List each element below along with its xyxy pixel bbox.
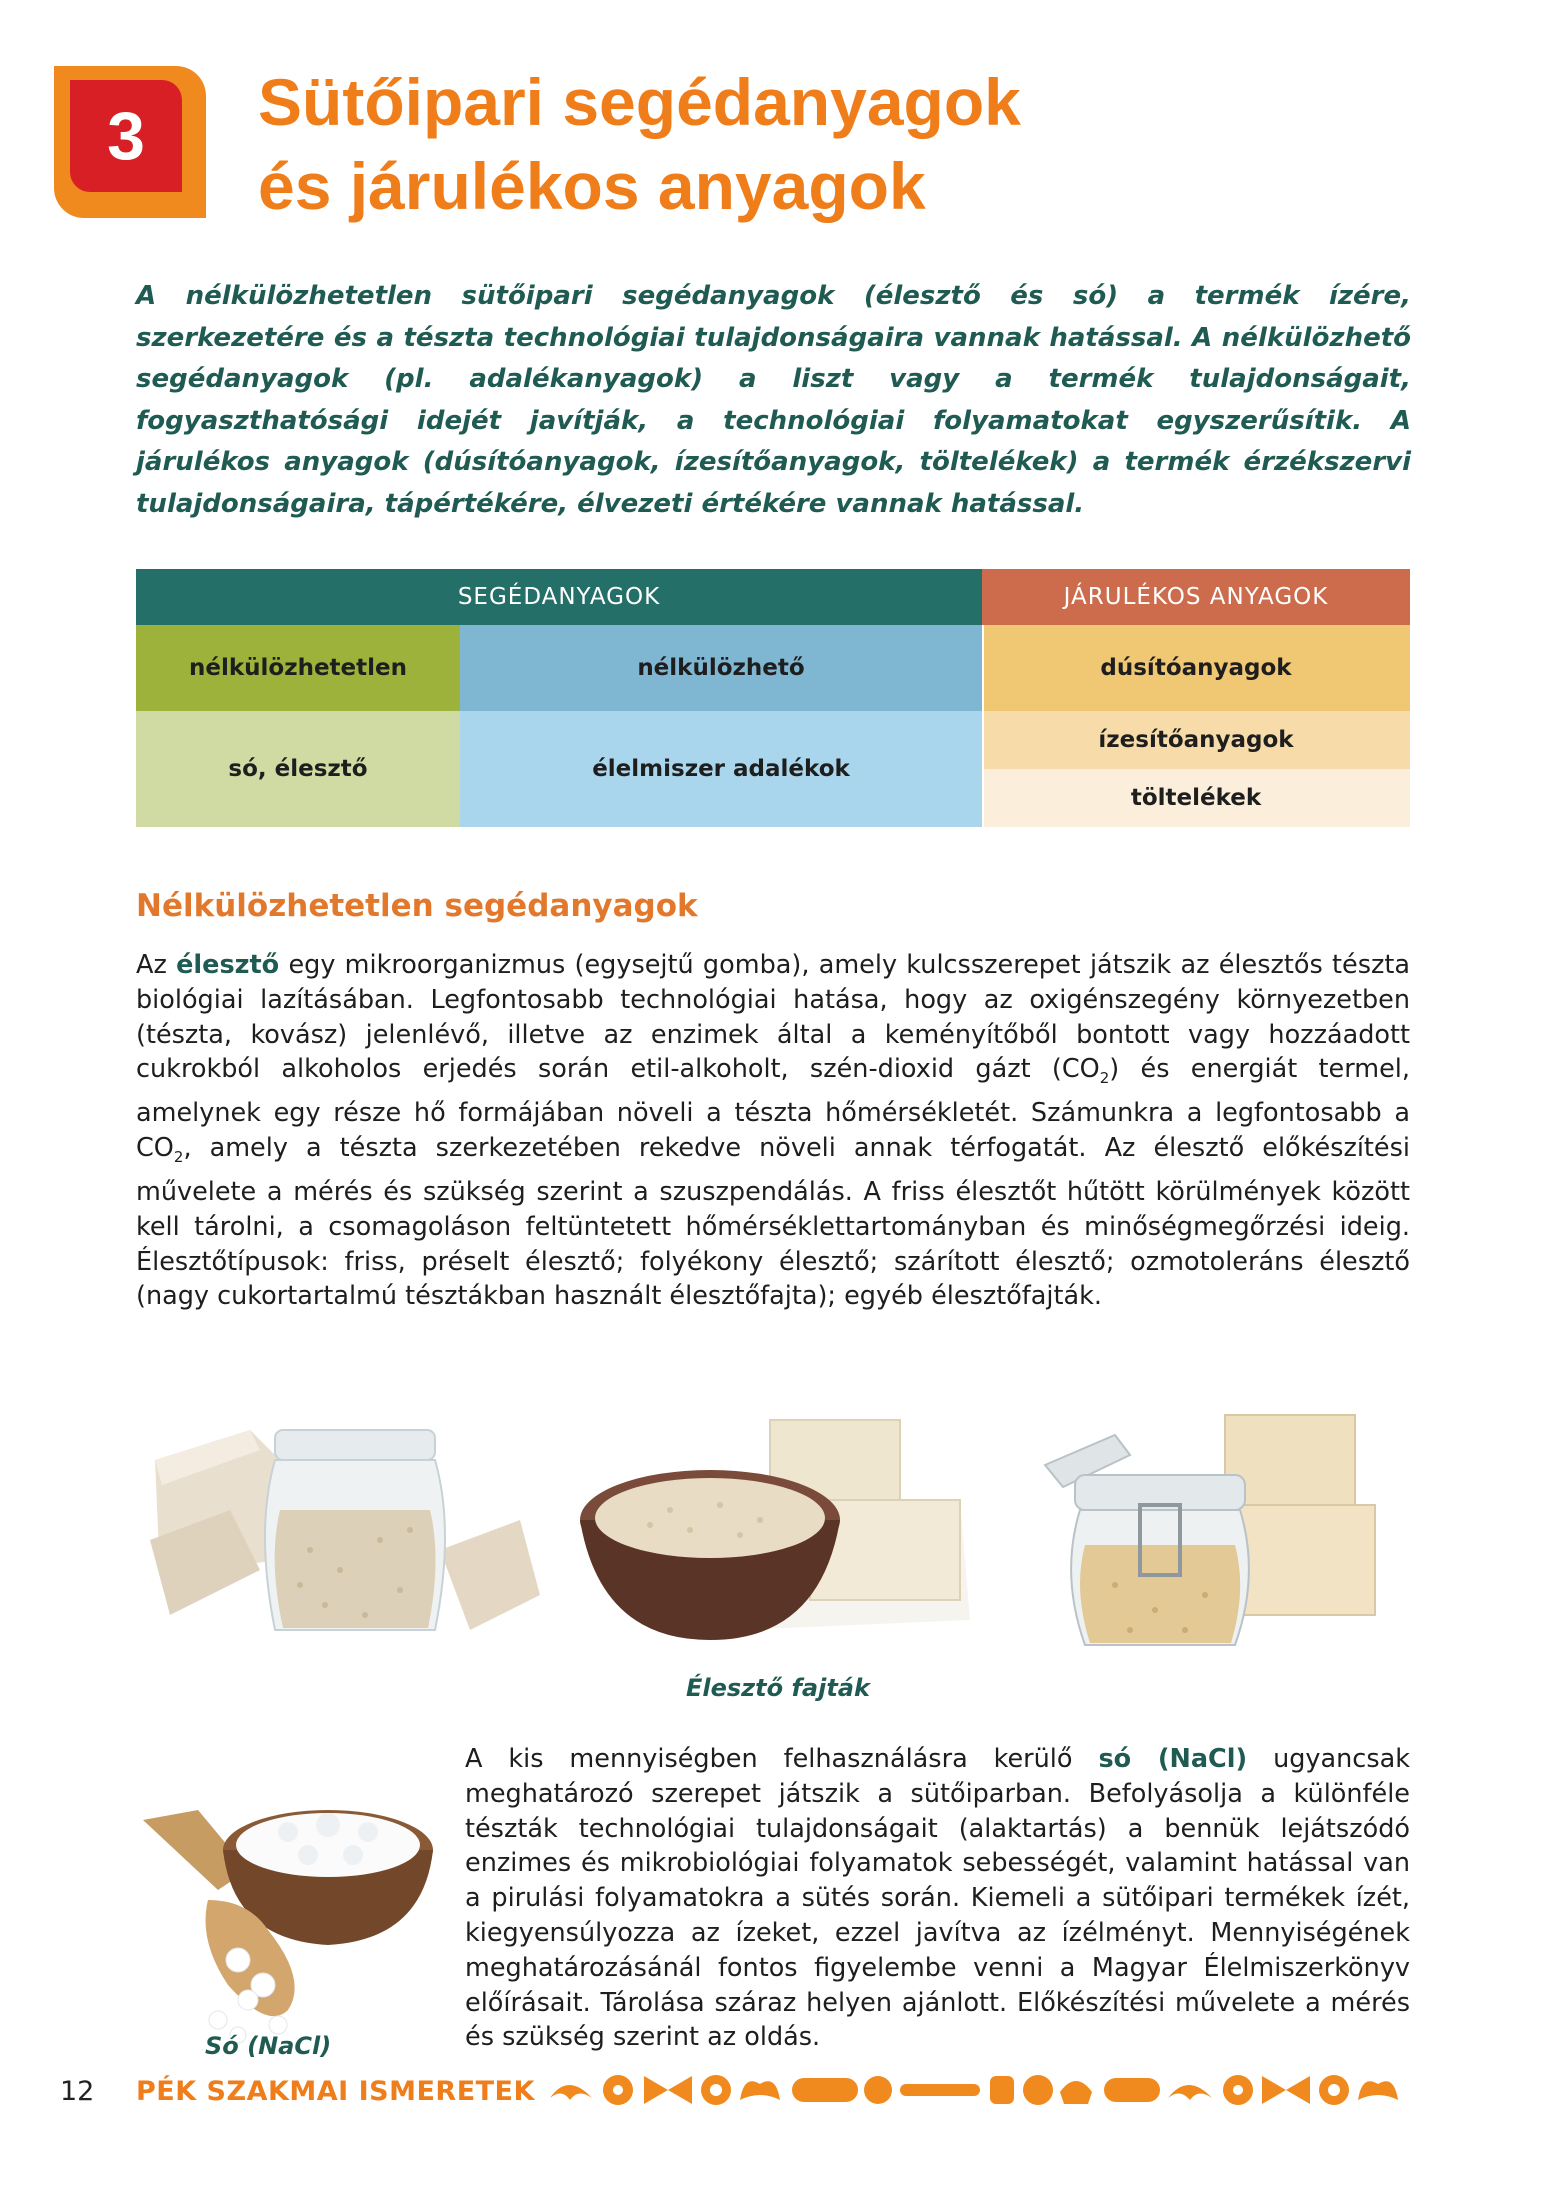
header-jarulekos: JÁRULÉKOS ANYAGOK bbox=[982, 569, 1410, 625]
running-title: PÉK SZAKMAI ISMERETEK bbox=[136, 2076, 535, 2107]
classification-table bbox=[136, 569, 1410, 827]
cell-nelkulozhetetlen: nélkülözhetetlen bbox=[136, 625, 460, 711]
chapter-number: 3 bbox=[70, 80, 182, 192]
loaf-icon bbox=[792, 2078, 858, 2102]
cell-so-eleszto: só, élesztő bbox=[136, 711, 460, 827]
yeast-jar-blocks-photo bbox=[1035, 1395, 1415, 1665]
yeast-term: élesztő bbox=[176, 950, 280, 980]
pretzel-icon bbox=[1358, 2081, 1398, 2100]
salt-text-a: A kis mennyiségben felhasználásra kerülő bbox=[465, 1744, 1099, 1774]
yeast-jar-photo bbox=[140, 1400, 550, 1660]
yeast-paragraph bbox=[136, 948, 1410, 1314]
page-footer bbox=[0, 2068, 1550, 2118]
bread-icon bbox=[1104, 2078, 1160, 2102]
cell-dusitoanyagok: dúsítóanyagok bbox=[982, 625, 1410, 711]
co2-subscript: 2 bbox=[173, 1148, 184, 1167]
yeast-caption: Élesztő fajták bbox=[686, 1674, 870, 1702]
salt-photo bbox=[138, 1770, 438, 2060]
salt-caption: Só (NaCl) bbox=[205, 2032, 332, 2060]
round-bread-icon bbox=[1023, 2075, 1053, 2105]
yeast-text-d: , amely a tészta szerkezetében rekedve növeli annak térfogatát. Az élesztő előkészítési művelete a mérés és szükség szerint a szuszpendálás. A friss élesztőt hűtött körülmények között kell tárolni, a csomagoláson feltüntetett hőmérséklettartományban és minőségmegőrzési ideig. Élesztőtípusok: friss, préselt élesztő; folyékony élesztő; szárított élesztő; ozmotoleráns élesztő (nagy cukortartalmú tésztákban használt élesztőfajta); egyéb élesztőfajták. bbox=[136, 1133, 1410, 1312]
cell-toltelekek: töltelékek bbox=[982, 769, 1410, 827]
page-number: 12 bbox=[60, 2076, 95, 2107]
pretzel-bow-icon bbox=[1262, 2076, 1310, 2104]
cell-nelkulozheto: nélkülözhető bbox=[460, 625, 982, 711]
salt-text-b: ugyancsak meghatározó szerepet játszik a sütőiparban. Befolyásolja a különféle tészták technológiai tulajdonságait (alaktartás) a bennük lejátszódó enzimes és mikrobiológiai folyamatok sebességét, valamint hatással van a pirulási folyamatokra a sütés során. Kiemeli a sütőipari termékek ízét, kiegyensúlyozza az ízeket, ezzel javítva az ízélményt. Mennyiségének meghatározásánál fontos figyelembe venni a Magyar Élelmiszerkönyv előírásait. Tárolása száraz helyen ajánlott. Előkészítési művelete a mérés és szükség szerint az oldás. bbox=[465, 1744, 1411, 2053]
croissant-icon bbox=[550, 2085, 592, 2100]
chapter-title-line1: Sütőipari segédanyagok bbox=[258, 65, 1021, 139]
croissant-icon bbox=[1168, 2085, 1212, 2100]
salt-term: só (NaCl) bbox=[1098, 1744, 1248, 1774]
yeast-text-c: ) és energiát termel, amelynek egy része hő formájában növeli a tészta hőmérsékletét. Számunkra a legfontosabb a CO bbox=[136, 1054, 1410, 1164]
bakery-icons-strip bbox=[548, 2070, 1408, 2110]
yeast-bowl-photo bbox=[560, 1390, 980, 1650]
chapter-title-line2: és járulékos anyagok bbox=[258, 149, 926, 223]
baguette-icon bbox=[900, 2084, 980, 2096]
cell-izesitoanyagok: ízesítőanyagok bbox=[982, 711, 1410, 769]
pretzel-icon bbox=[740, 2081, 780, 2100]
muffin-icon bbox=[1060, 2081, 1092, 2104]
table-divider bbox=[982, 625, 984, 827]
bun-icon bbox=[864, 2076, 892, 2104]
section-title: Nélkülözhetetlen segédanyagok bbox=[136, 888, 698, 924]
chapter-title bbox=[258, 60, 1021, 228]
toast-icon bbox=[990, 2076, 1014, 2104]
chapter-badge bbox=[54, 66, 206, 218]
co2-subscript: 2 bbox=[1099, 1069, 1110, 1088]
intro-paragraph: A nélkülözhetetlen sütőipari segédanyagok (élesztő és só) a termék ízére, szerkezetére és a tészta technológiai tulajdonságaira vannak hatással. A nélkülözhető segédanyagok (pl. adalékanyagok) a liszt vagy a termék tulajdonságait, fogyaszthatósági idejét javítják, a technológiai folyamatokat egyszerűsítik. A járulékos anyagok (dúsítóanyagok, ízesítőanyagok, töltelékek) a termék érzékszervi tulajdonságaira, tápértékére, élvezeti értékére vannak hatással. bbox=[136, 281, 1411, 519]
salt-paragraph bbox=[465, 1742, 1410, 2055]
pretzel-bow-icon bbox=[644, 2076, 692, 2104]
yeast-text-a: Az bbox=[136, 950, 177, 980]
header-segedanyagok: SEGÉDANYAGOK bbox=[136, 569, 982, 625]
cell-elelmiszer-adalekok: élelmiszer adalékok bbox=[460, 711, 982, 827]
yeast-text-b: egy mikroorganizmus (egysejtű gomba), amely kulcsszerepet játszik az élesztős tészta biológiai lazításában. Legfontosabb technológiai hatása, hogy az oxigénszegény környezetben (tészta, kovász) jelenlévő, illetve az enzimek által a keményítőből bontott vagy hozzáadott cukrokból alkoholos erjedés során etil-alkoholt, szén-dioxid gázt (CO bbox=[136, 950, 1411, 1085]
